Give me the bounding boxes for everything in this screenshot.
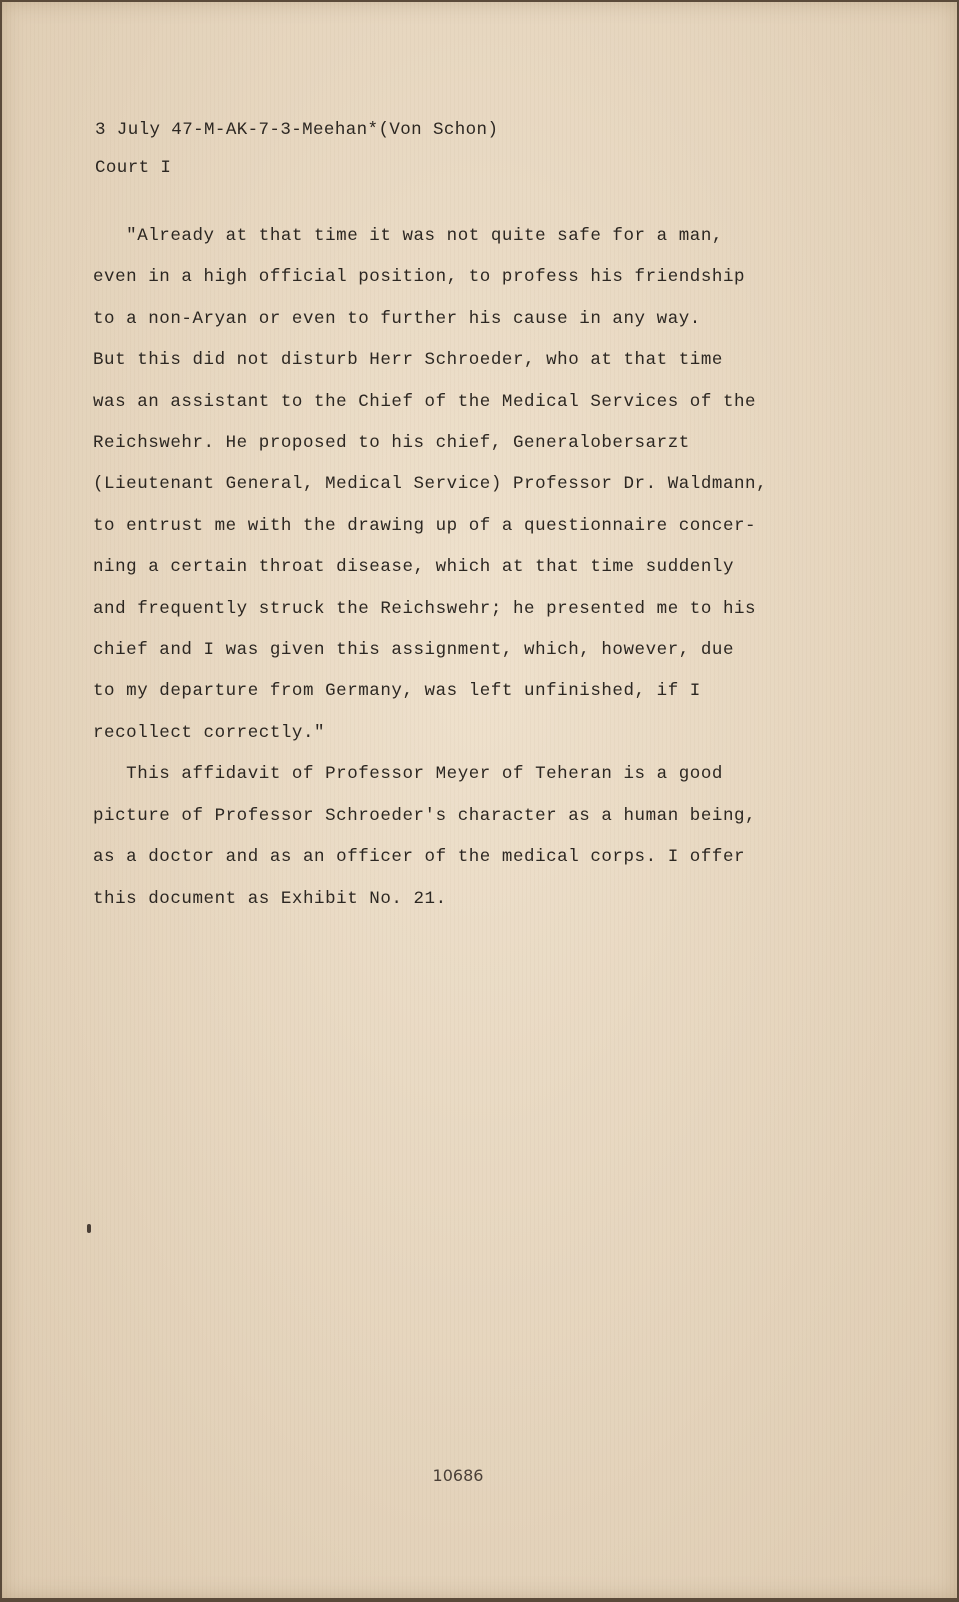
- body-text: [93, 216, 853, 920]
- text-line: (Lieutenant General, Medical Service) Professor Dr. Waldmann,: [93, 474, 768, 495]
- text-line: "Already at that time it was not quite safe for a man,: [93, 226, 723, 246]
- text-line: as a doctor and as an officer of the medical corps. I offer: [93, 847, 746, 868]
- text-line: was an assistant to the Chief of the Medical Services of the: [93, 391, 757, 412]
- text-line: ning a certain throat disease, which at that time suddenly: [93, 557, 734, 578]
- page-number: 10686: [432, 1466, 484, 1485]
- text-line: recollect correctly.": [93, 722, 326, 743]
- text-line: even in a high official position, to profess his friendship: [93, 267, 746, 288]
- ink-speck: [87, 1224, 91, 1233]
- text-line: to entrust me with the drawing up of a questionnaire concer-: [93, 515, 757, 536]
- document-id: 3 July 47-M-AK-7-3-Meehan*(Von Schon): [95, 120, 499, 140]
- text-line: But this did not disturb Herr Schroeder, who at that time: [93, 350, 723, 371]
- text-line: and frequently struck the Reichswehr; he presented me to his: [93, 598, 757, 619]
- text-line: to a non-Aryan or even to further his cause in any way.: [93, 308, 701, 329]
- text-line: picture of Professor Schroeder's character as a human being,: [93, 805, 757, 826]
- court-label: Court I: [95, 158, 172, 178]
- text-line: This affidavit of Professor Meyer of Teheran is a good: [93, 764, 723, 785]
- text-line: Reichswehr. He proposed to his chief, Generalobersarzt: [93, 433, 690, 454]
- document-page: [2, 2, 957, 1598]
- text-line: chief and I was given this assignment, which, however, due: [93, 640, 734, 661]
- text-line: this document as Exhibit No. 21.: [93, 888, 447, 909]
- text-line: to my departure from Germany, was left unfinished, if I: [93, 681, 701, 702]
